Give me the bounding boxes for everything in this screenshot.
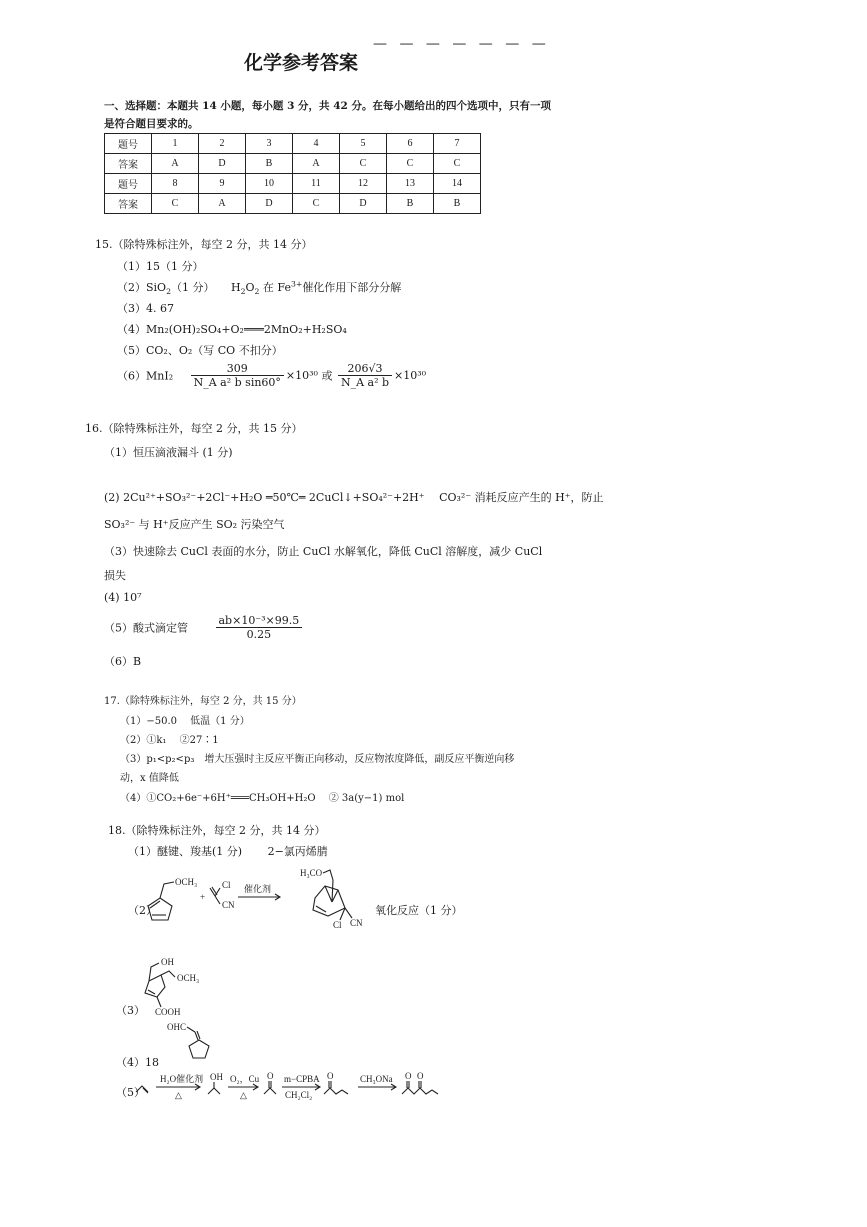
q15-answer-2: （2）SiO$_2$（1 分） $H_2O_2$ 在 $Fe^{3+}$催化作用下部分分解 <box>117 279 402 297</box>
answer-table-cell: 2 <box>199 134 246 154</box>
answer-table-row-header: 题号 <box>105 134 152 154</box>
answer-table-row-header: 题号 <box>105 174 152 194</box>
bicyclic-product-structure <box>300 868 363 930</box>
answer-table-cell: C <box>152 194 199 214</box>
mc-intro-line1: 一、选择题：本题共 14 小题，每小题 3 分，共 42 分。在每小题给出的四个选项中，只有一项 <box>104 100 551 112</box>
svg-text:OH: OH <box>161 957 174 967</box>
answer-table-cell: 3 <box>246 134 293 154</box>
q15-answer-5: （5）CO₂、O₂（写 CO 不扣分） <box>117 344 283 357</box>
answer-table-cell: A <box>293 154 340 174</box>
answer-table-cell: A <box>199 194 246 214</box>
answer-table-cell: 14 <box>434 174 481 194</box>
svg-text:CN: CN <box>350 918 363 928</box>
svg-text:△: △ <box>240 1090 247 1100</box>
q18-answer-5-label: （5） <box>116 1086 145 1099</box>
q16-fraction: $\frac{\text{ab×10⁻³×99.5}}{0.25}$ <box>216 614 303 641</box>
answer-table-cell: D <box>246 194 293 214</box>
svg-text:Cl: Cl <box>333 920 342 930</box>
q17-answer-3-line1: （3）p₁<p₂<p₃ 增大压强时主反应平衡正向移动，反应物浓度降低，副反应平衡逆向移 <box>120 754 515 765</box>
answer-table-cell: B <box>246 154 293 174</box>
q16-answer-6: （6）B <box>104 655 142 668</box>
svg-text:CH₃ONa: CH₃ONa <box>360 1074 393 1084</box>
q16-answer-1: （1）恒压滴液漏斗 (1 分) <box>104 446 233 459</box>
answer-table-cell: 4 <box>293 134 340 154</box>
answer-table-cell: 6 <box>387 134 434 154</box>
catalyst-label: 催化剂 <box>244 884 272 894</box>
svg-text:O: O <box>327 1071 334 1081</box>
answer-table-cell: C <box>387 154 434 174</box>
answer-table-cell: C <box>434 154 481 174</box>
svg-text:△: △ <box>175 1090 182 1100</box>
q18-reaction-scheme <box>140 868 370 948</box>
q18-answer-3-label: （3） <box>116 1004 145 1017</box>
svg-text:CH₂Cl₂: CH₂Cl₂ <box>285 1090 313 1100</box>
answer-table-row <box>105 194 481 214</box>
svg-text:COOH: COOH <box>155 1007 181 1017</box>
answer-table-row <box>105 134 481 154</box>
answer-table-cell: 8 <box>152 174 199 194</box>
answer-table-cell: 10 <box>246 174 293 194</box>
chloroacrylonitrile-structure <box>210 880 235 910</box>
q17-heading: 17.（除特殊标注外，每空 2 分，共 15 分） <box>104 696 302 707</box>
answer-table-cell: 1 <box>152 134 199 154</box>
q15-fraction-1: $\frac{309}{\text{N\_A a² b sin60°}}$ <box>191 362 284 389</box>
q16-answer-2-line2: SO₃²⁻ 与 H⁺反应产生 SO₂ 污染空气 <box>104 518 285 531</box>
q15-heading: 15.（除特殊标注外，每空 2 分，共 14 分） <box>95 238 313 251</box>
svg-text:CN: CN <box>222 900 235 910</box>
header-dashes: — — — — — — — <box>373 36 550 52</box>
q15-fraction-2: $\frac{206√3}{\text{N\_A a² b}}$ <box>338 362 392 389</box>
svg-text:H₂O催化剂: H₂O催化剂 <box>160 1074 204 1084</box>
q16-answer-3-line2: 损失 <box>104 569 126 582</box>
q18-synthesis-route <box>134 1070 464 1110</box>
answer-table-cell: C <box>340 154 387 174</box>
q15-answer-1: （1）15（1 分） <box>117 260 204 273</box>
q18-answer-2-reaction-type: 氧化反应（1 分） <box>375 904 463 917</box>
answer-table-cell: 13 <box>387 174 434 194</box>
svg-text:O: O <box>417 1071 424 1081</box>
svg-text:H₃CO: H₃CO <box>300 868 323 878</box>
answer-table-row-header: 答案 <box>105 154 152 174</box>
och3-label: OCH₃ <box>175 877 198 887</box>
answer-table-row <box>105 174 481 194</box>
answer-table-row-header: 答案 <box>105 194 152 214</box>
svg-text:O: O <box>405 1071 412 1081</box>
answer-table-cell: B <box>434 194 481 214</box>
svg-text:OH: OH <box>210 1072 223 1082</box>
q16-answer-4: (4) 10⁷ <box>104 591 142 604</box>
q17-answer-4: （4）①CO₂+6e⁻+6H⁺═══CH₃OH+H₂O ② 3a(y−1) mol <box>120 793 405 804</box>
q18-answer-4-structure <box>165 1018 225 1068</box>
q18-answer-3-structure <box>135 955 215 1020</box>
q16-answer-2-line1: (2) 2Cu²⁺+SO₃²⁻+2Cl⁻+H₂O ═50℃═ 2CuCl↓+SO₄²⁻+2H⁺ CO₃²⁻ 消耗反应产生的 H⁺，防止 <box>104 491 604 504</box>
answer-table-cell: D <box>199 154 246 174</box>
q18-answer-4-label: （4）18 <box>116 1056 159 1069</box>
q15-answer-6: （6）MnI₂ $\frac{309}{\text{N\_A a² b sin60°}}$ ×10³⁰ 或 $\frac{206√3}{\text{N\_A a² b}}$ ×10³⁰ <box>117 362 427 389</box>
answer-table-cell: A <box>152 154 199 174</box>
svg-text:O: O <box>267 1071 274 1081</box>
q15-answer-3: （3）4. 67 <box>117 302 174 315</box>
svg-text:m−CPBA: m−CPBA <box>284 1074 320 1084</box>
q17-answer-3-line2: 动，x 值降低 <box>120 773 179 784</box>
svg-text:OHC: OHC <box>167 1022 187 1032</box>
answer-table-cell: C <box>293 194 340 214</box>
answer-table-cell: 7 <box>434 134 481 154</box>
q17-answer-1: （1）−50.0 低温（1 分） <box>120 716 250 727</box>
answer-table-cell: 11 <box>293 174 340 194</box>
q16-answer-5: （5）酸式滴定管 $\frac{\text{ab×10⁻³×99.5}}{0.25}$ <box>104 614 304 641</box>
mc-intro-line2: 是符合题目要求的。 <box>104 118 199 130</box>
svg-text:OCH₃: OCH₃ <box>177 973 200 983</box>
q18-answer-1: （1）醚键、羧基(1 分) 2−氯丙烯腈 <box>128 845 328 858</box>
page-title: 化学参考答案 <box>244 52 359 74</box>
q17-answer-2: （2）①k₁ ②27∶1 <box>120 735 219 746</box>
answer-table-row <box>105 154 481 174</box>
answer-table-cell: 5 <box>340 134 387 154</box>
q15-answer-4: （4）Mn₂(OH)₂SO₄+O₂═══2MnO₂+H₂SO₄ <box>117 323 347 336</box>
answer-table-cell: D <box>340 194 387 214</box>
answer-table-cell: 12 <box>340 174 387 194</box>
plus-sign: + <box>200 892 206 902</box>
svg-text:O₂，Cu: O₂，Cu <box>230 1074 260 1084</box>
q18-answer-2-label: （2） <box>128 904 157 917</box>
answer-table-cell: 9 <box>199 174 246 194</box>
methoxymethyl-cyclopentadiene-structure <box>148 877 197 920</box>
svg-text:Cl: Cl <box>222 880 231 890</box>
q18-heading: 18.（除特殊标注外，每空 2 分，共 14 分） <box>108 824 326 837</box>
answer-table <box>104 133 481 214</box>
q16-heading: 16.（除特殊标注外，每空 2 分，共 15 分） <box>85 422 303 435</box>
answer-table-cell: B <box>387 194 434 214</box>
q16-answer-3-line1: （3）快速除去 CuCl 表面的水分，防止 CuCl 水解氧化，降低 CuCl 溶解度，减少 CuCl <box>104 545 543 558</box>
